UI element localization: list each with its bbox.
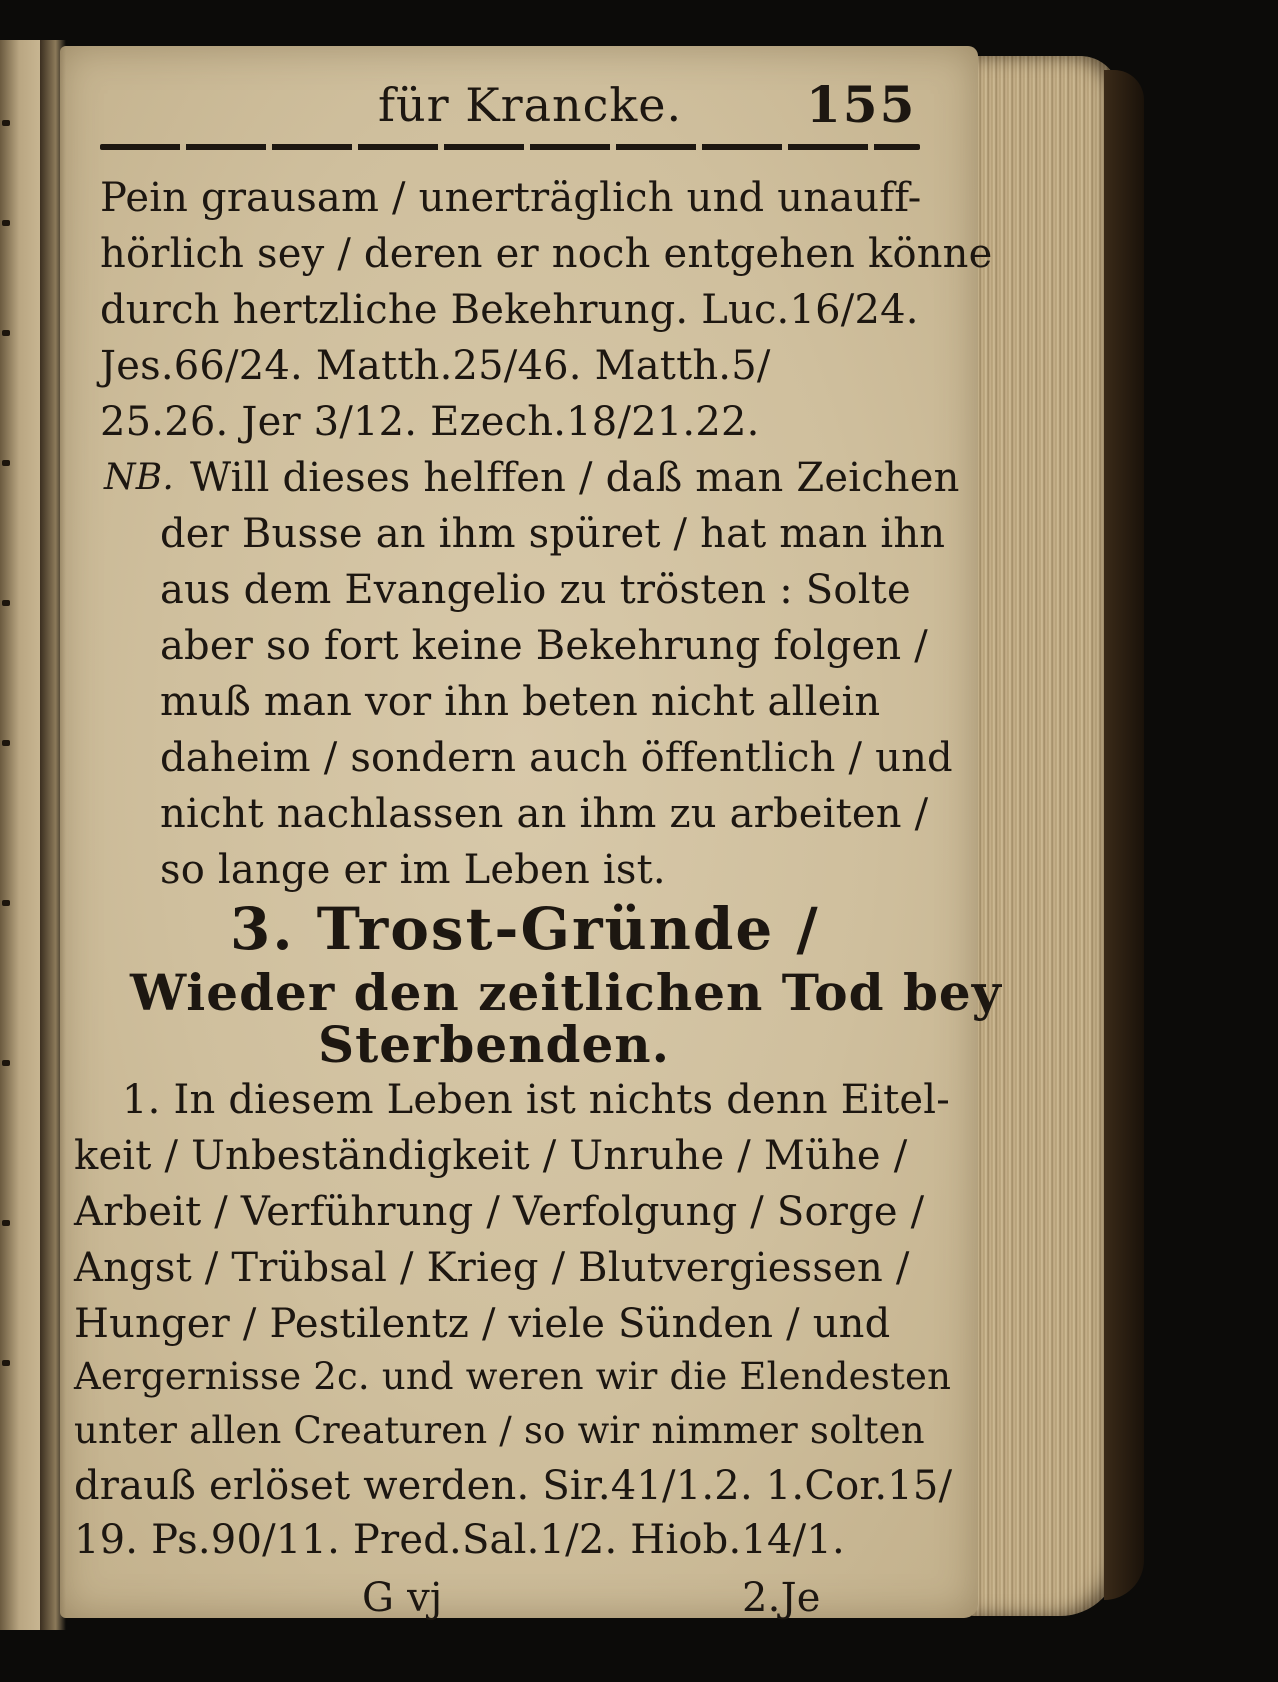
text-line: aus dem Evangelio zu trösten : Solte	[160, 567, 911, 613]
catchword: 2.Je	[742, 1575, 821, 1621]
section-subheading: Wieder den zeitlichen Tod bey	[130, 963, 1002, 1022]
signature-mark: G vj	[362, 1575, 443, 1621]
text-line: der Busse an ihm spüret / hat man ihn	[160, 511, 946, 557]
text-line: Pein grausam / unerträglich und unauff-	[100, 175, 922, 221]
section-subheading: Sterbenden.	[318, 1015, 671, 1074]
text-line: aber so fort keine Bekehrung folgen /	[160, 623, 928, 669]
text-line: Aergernisse 2c. und weren wir die Elendesten	[74, 1355, 952, 1398]
text-line: 19. Ps.90/11. Pred.Sal.1/2. Hiob.14/1.	[74, 1517, 845, 1563]
text-line: unter allen Creaturen / so wir nimmer solten	[74, 1409, 925, 1452]
text-line: hörlich sey / deren er noch entgehen könne	[100, 231, 993, 277]
text-line: Will dieses helffen / daß man Zeichen	[190, 455, 960, 501]
text-line: Angst / Trübsal / Krieg / Blutvergiessen /	[74, 1245, 910, 1291]
section-heading: 3. Trost-Gründe /	[230, 895, 820, 963]
text-line: keit / Unbeständigkeit / Unruhe / Mühe /	[74, 1133, 908, 1179]
text-line: daheim / sondern auch öffentlich / und	[160, 735, 953, 781]
running-title: für Krancke.	[378, 78, 683, 132]
text-line: 25.26. Jer 3/12. Ezech.18/21.22.	[100, 399, 760, 445]
text-line: durch hertzliche Bekehrung. Luc.16/24.	[100, 287, 919, 333]
text-line: 1. In diesem Leben ist nichts denn Eitel-	[122, 1077, 950, 1123]
text-line: Arbeit / Verführung / Verfolgung / Sorge /	[74, 1189, 925, 1235]
text-line: nicht nachlassen an ihm zu arbeiten /	[160, 791, 929, 837]
text-line: so lange er im Leben ist.	[160, 847, 666, 893]
text-line: drauß erlöset werden. Sir.41/1.2. 1.Cor.15/	[74, 1463, 953, 1509]
text-line: muß man vor ihn beten nicht allein	[160, 679, 881, 725]
text-line: Hunger / Pestilentz / viele Sünden / und	[74, 1301, 891, 1347]
header-rule	[100, 144, 920, 150]
page-number: 155	[806, 75, 917, 134]
text-line: Jes.66/24. Matth.25/46. Matth.5/	[100, 343, 771, 389]
nota-bene-label: NB.	[104, 457, 174, 498]
